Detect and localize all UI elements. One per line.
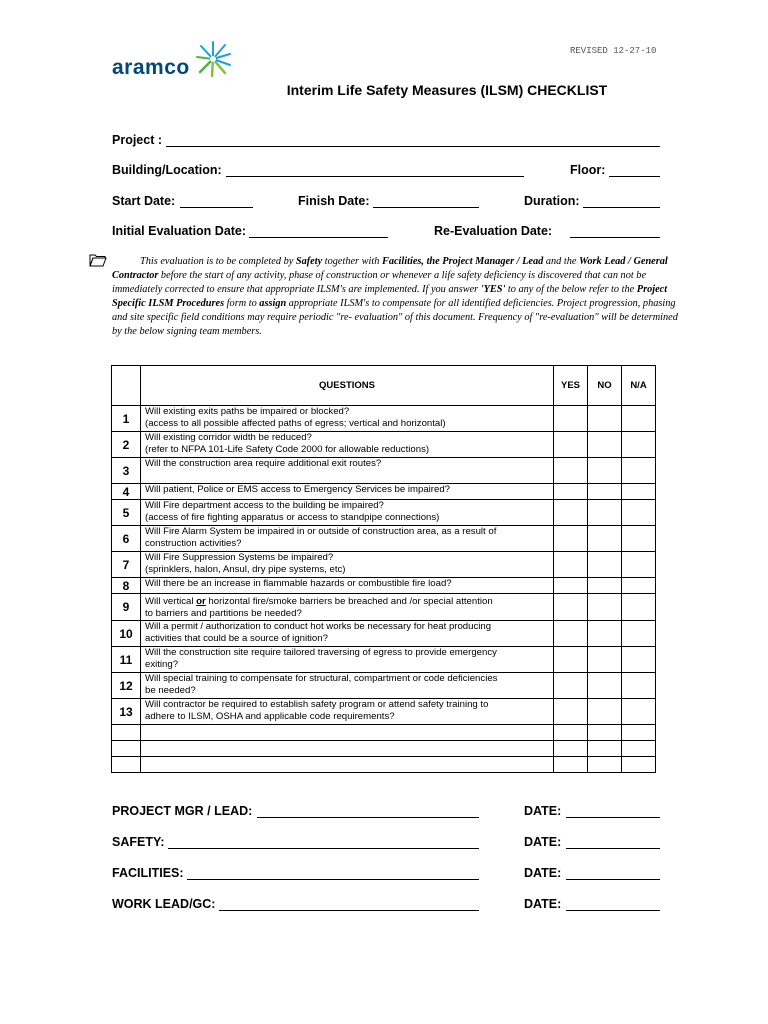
building-location-field[interactable] bbox=[226, 176, 524, 177]
no-checkbox[interactable] bbox=[588, 621, 622, 647]
table-row-blank bbox=[112, 757, 656, 773]
no-checkbox[interactable] bbox=[588, 741, 622, 757]
question-text: Will vertical or horizontal fire/smoke barriers be breached and /or special attention to barriers and partitions be needed? bbox=[141, 594, 554, 621]
question-number: 9 bbox=[112, 594, 141, 621]
question-number: 6 bbox=[112, 526, 141, 552]
na-checkbox[interactable] bbox=[622, 432, 656, 458]
table-row bbox=[112, 578, 656, 594]
question-text: Will contractor be required to establish safety program or attend safety training to adhere to ILSM, OSHA and applicable code requirements? bbox=[141, 699, 554, 725]
date-label: DATE: bbox=[524, 835, 562, 849]
yes-checkbox[interactable] bbox=[554, 432, 588, 458]
no-checkbox[interactable] bbox=[588, 552, 622, 578]
table-row-blank bbox=[112, 725, 656, 741]
duration-field[interactable] bbox=[583, 207, 660, 208]
blank-number-cell bbox=[112, 757, 141, 773]
date-label: DATE: bbox=[524, 897, 562, 911]
folder-icon bbox=[89, 253, 107, 267]
project-manager-label: PROJECT MGR / LEAD: bbox=[112, 804, 253, 818]
yes-checkbox[interactable] bbox=[554, 594, 588, 621]
question-number: 10 bbox=[112, 621, 141, 647]
finish-date-label: Finish Date: bbox=[298, 194, 370, 208]
na-header: N/A bbox=[622, 366, 656, 406]
question-text: Will the construction site require tailored traversing of egress to provide emergency exiting? bbox=[141, 647, 554, 673]
finish-date-field[interactable] bbox=[373, 207, 479, 208]
yes-checkbox[interactable] bbox=[554, 621, 588, 647]
start-date-label: Start Date: bbox=[112, 194, 176, 208]
no-checkbox[interactable] bbox=[588, 673, 622, 699]
table-row bbox=[112, 500, 656, 526]
instructions-paragraph: This evaluation is to be completed by Safety together with Facilities, the Project Manager / Lead and the Work Lead / General Contractor before the start of any activity, phase of construction or whenever a life safety deficiency is discovered that can not be immediately corrected to ensure that appropriate ILSM's are implemented. If you answer 'YES' to any of the below refer to the Project Specific ILSM Procedures form to assign appropriate ILSM's to compensate for all identified deficiencies. Project progression, phasing and site specific field conditions may require periodic "re- evaluation" of this document. Frequency of "re-evaluation" will be determined by the below signing team members. bbox=[112, 256, 678, 337]
floor-label: Floor: bbox=[570, 163, 606, 177]
table-row bbox=[112, 647, 656, 673]
question-number: 4 bbox=[112, 484, 141, 500]
project-field[interactable] bbox=[166, 146, 660, 147]
na-checkbox[interactable] bbox=[622, 526, 656, 552]
yes-checkbox[interactable] bbox=[554, 406, 588, 432]
initial-evaluation-label: Initial Evaluation Date: bbox=[112, 224, 247, 238]
question-number: 12 bbox=[112, 673, 141, 699]
question-text: Will there be an increase in flammable hazards or combustible fire load? bbox=[141, 578, 554, 594]
safety-signature-field[interactable] bbox=[168, 848, 479, 849]
question-text: Will Fire department access to the building be impaired? (access of fire fighting apparatus or access to standpipe connections) bbox=[141, 500, 554, 526]
question-text: Will existing exits paths be impaired or blocked? (access to all possible affected paths of egress; vertical and horizontal) bbox=[141, 406, 554, 432]
re-evaluation-field[interactable] bbox=[570, 237, 660, 238]
aramco-star-logo-icon bbox=[194, 40, 232, 78]
yes-checkbox[interactable] bbox=[554, 552, 588, 578]
table-row bbox=[112, 673, 656, 699]
yes-checkbox[interactable] bbox=[554, 673, 588, 699]
work-lead-gc-label: WORK LEAD/GC: bbox=[112, 897, 216, 911]
table-row bbox=[112, 406, 656, 432]
building-location-label: Building/Location: bbox=[112, 163, 222, 177]
duration-label: Duration: bbox=[524, 194, 580, 208]
no-checkbox[interactable] bbox=[588, 578, 622, 594]
initial-evaluation-field[interactable] bbox=[249, 237, 388, 238]
yes-checkbox[interactable] bbox=[554, 757, 588, 773]
na-checkbox[interactable] bbox=[622, 757, 656, 773]
facilities-signature-field[interactable] bbox=[187, 879, 479, 880]
safety-date-field[interactable] bbox=[566, 848, 660, 849]
question-number: 7 bbox=[112, 552, 141, 578]
yes-header: YES bbox=[554, 366, 588, 406]
blank-question-cell[interactable] bbox=[141, 725, 554, 741]
project-manager-date-field[interactable] bbox=[566, 817, 660, 818]
na-checkbox[interactable] bbox=[622, 725, 656, 741]
table-row bbox=[112, 458, 656, 484]
question-text: Will existing corridor width be reduced? (refer to NFPA 101-Life Safety Code 2000 for allowable reductions) bbox=[141, 432, 554, 458]
question-text: Will a permit / authorization to conduct hot works be necessary for heat producing activities that could be a source of ignition? bbox=[141, 621, 554, 647]
facilities-date-field[interactable] bbox=[566, 879, 660, 880]
work-lead-gc-signature-field[interactable] bbox=[219, 910, 479, 911]
question-text: Will special training to compensate for structural, compartment or code deficiencies be needed? bbox=[141, 673, 554, 699]
table-row-blank bbox=[112, 741, 656, 757]
no-checkbox[interactable] bbox=[588, 647, 622, 673]
blank-number-cell bbox=[112, 725, 141, 741]
question-text: Will Fire Alarm System be impaired in or outside of construction area, as a result of construction activities? bbox=[141, 526, 554, 552]
blank-question-cell[interactable] bbox=[141, 757, 554, 773]
no-checkbox[interactable] bbox=[588, 594, 622, 621]
na-checkbox[interactable] bbox=[622, 699, 656, 725]
questions-header: QUESTIONS bbox=[141, 366, 554, 406]
no-checkbox[interactable] bbox=[588, 432, 622, 458]
question-number: 8 bbox=[112, 578, 141, 594]
blank-number-cell bbox=[112, 741, 141, 757]
question-text: Will patient, Police or EMS access to Emergency Services be impaired? bbox=[141, 484, 554, 500]
table-row bbox=[112, 484, 656, 500]
question-number: 13 bbox=[112, 699, 141, 725]
na-checkbox[interactable] bbox=[622, 621, 656, 647]
table-row bbox=[112, 699, 656, 725]
question-number: 1 bbox=[112, 406, 141, 432]
yes-checkbox[interactable] bbox=[554, 741, 588, 757]
re-evaluation-label: Re-Evaluation Date: bbox=[434, 224, 553, 238]
date-label: DATE: bbox=[524, 804, 562, 818]
aramco-logo-text: aramco bbox=[112, 56, 190, 79]
table-header-row bbox=[112, 366, 656, 406]
header-num-cell bbox=[112, 366, 141, 406]
no-checkbox[interactable] bbox=[588, 526, 622, 552]
no-header: NO bbox=[588, 366, 622, 406]
na-checkbox[interactable] bbox=[622, 741, 656, 757]
na-checkbox[interactable] bbox=[622, 458, 656, 484]
yes-checkbox[interactable] bbox=[554, 484, 588, 500]
yes-checkbox[interactable] bbox=[554, 500, 588, 526]
table-row bbox=[112, 432, 656, 458]
yes-checkbox[interactable] bbox=[554, 578, 588, 594]
table-row bbox=[112, 526, 656, 552]
yes-checkbox[interactable] bbox=[554, 647, 588, 673]
safety-label: SAFETY: bbox=[112, 835, 165, 849]
no-checkbox[interactable] bbox=[588, 725, 622, 741]
no-checkbox[interactable] bbox=[588, 458, 622, 484]
no-checkbox[interactable] bbox=[588, 406, 622, 432]
na-checkbox[interactable] bbox=[622, 578, 656, 594]
start-date-field[interactable] bbox=[180, 207, 253, 208]
yes-checkbox[interactable] bbox=[554, 526, 588, 552]
no-checkbox[interactable] bbox=[588, 500, 622, 526]
question-number: 5 bbox=[112, 500, 141, 526]
no-checkbox[interactable] bbox=[588, 757, 622, 773]
na-checkbox[interactable] bbox=[622, 594, 656, 621]
project-label: Project : bbox=[112, 133, 163, 147]
question-text: Will the construction area require additional exit routes? bbox=[141, 458, 554, 484]
floor-field[interactable] bbox=[609, 176, 660, 177]
yes-checkbox[interactable] bbox=[554, 725, 588, 741]
facilities-label: FACILITIES: bbox=[112, 866, 184, 880]
na-checkbox[interactable] bbox=[622, 673, 656, 699]
na-checkbox[interactable] bbox=[622, 406, 656, 432]
questions-table bbox=[111, 365, 656, 773]
table-row bbox=[112, 552, 656, 578]
question-number: 11 bbox=[112, 647, 141, 673]
page-title: Interim Life Safety Measures (ILSM) CHECKLIST bbox=[286, 82, 608, 98]
project-manager-signature-field[interactable] bbox=[257, 817, 479, 818]
date-label: DATE: bbox=[524, 866, 562, 880]
yes-checkbox[interactable] bbox=[554, 699, 588, 725]
work-lead-gc-date-field[interactable] bbox=[566, 910, 660, 911]
table-row bbox=[112, 621, 656, 647]
no-checkbox[interactable] bbox=[588, 699, 622, 725]
na-checkbox[interactable] bbox=[622, 647, 656, 673]
yes-checkbox[interactable] bbox=[554, 458, 588, 484]
question-text: Will Fire Suppression Systems be impaired? (sprinklers, halon, Ansul, dry pipe systems, etc) bbox=[141, 552, 554, 578]
question-number: 2 bbox=[112, 432, 141, 458]
table-row bbox=[112, 594, 656, 621]
no-checkbox[interactable] bbox=[588, 484, 622, 500]
question-number: 3 bbox=[112, 458, 141, 484]
na-checkbox[interactable] bbox=[622, 500, 656, 526]
blank-question-cell[interactable] bbox=[141, 741, 554, 757]
revision-date: REVISED 12-27-10 bbox=[570, 46, 657, 56]
na-checkbox[interactable] bbox=[622, 552, 656, 578]
na-checkbox[interactable] bbox=[622, 484, 656, 500]
